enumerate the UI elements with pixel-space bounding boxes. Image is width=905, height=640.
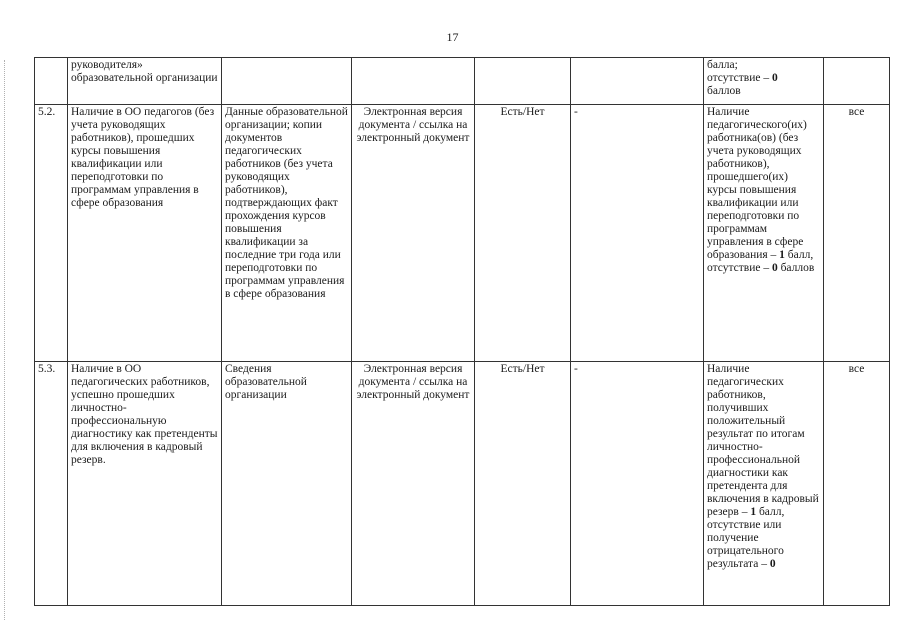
indicator-cell: руководителя» образовательной организации [68, 58, 222, 105]
value-cell [475, 58, 571, 105]
row-number [35, 58, 68, 105]
criteria-bold: 1 [779, 249, 785, 261]
who-cell: все [824, 105, 890, 362]
form-cell [352, 58, 475, 105]
criteria-cell [704, 362, 824, 606]
criteria-tail: баллов [707, 85, 741, 97]
indicator-cell: Наличие в ОО педагогов (без учета руководящих работников), прошедших курсы повышения квалификации или переподготовки по программам управления в сфере образования [68, 105, 222, 362]
source-cell [222, 58, 352, 105]
value-cell: Есть/Нет [475, 362, 571, 606]
dash-cell: - [571, 105, 704, 362]
table-row [35, 105, 890, 362]
criteria-table [34, 57, 890, 606]
indicator-cell: Наличие в ОО педагогических работников, успешно прошедших личностно-профессиональную диагностику как претенденты для включения в кадровый резерв. [68, 362, 222, 606]
criteria-bold-2: 0 [769, 558, 776, 570]
criteria-tail: балл, отсутствие – [707, 249, 814, 274]
row-number: 5.3. [35, 362, 68, 606]
dash-cell [571, 58, 704, 105]
form-cell: Электронная версия документа / ссылка на электронный документ [352, 105, 475, 362]
source-cell: Данные образовательной организации; копии документов педагогических работников (без учета руководящих работников), подтверждающих факт прохождения курсов повышения квалификации за последние три года или переподготовки по программам управления в сфере образования [222, 105, 352, 362]
table-row [35, 58, 890, 105]
criteria-cell [704, 105, 824, 362]
criteria-bold-2: 0 [771, 262, 778, 274]
table-row [35, 362, 890, 606]
source-cell: Сведения образовательной организации [222, 362, 352, 606]
criteria-text: Наличие педагогических работников, получивших положительный результат по итогам личностно-профессиональной диагностики как претендента для включения в кадровый резерв – [707, 363, 819, 518]
form-cell: Электронная версия документа / ссылка на электронный документ [352, 362, 475, 606]
criteria-tail: балл, отсутствие или получение отрицательного результата – [707, 506, 785, 570]
left-margin-dots [4, 60, 7, 620]
criteria-text: Наличие педагогического(их) работника(ов) (без учета руководящих работников), прошедшего(их) курсы повышения квалификации или переподготовки по программам управления в сфере образования – [707, 106, 807, 261]
criteria-bold: 0 [771, 72, 778, 84]
criteria-line: балла; [707, 59, 738, 71]
criteria-tail-2: баллов [780, 262, 815, 274]
value-cell: Есть/Нет [475, 105, 571, 362]
criteria-bold: 1 [750, 506, 757, 518]
page-number: 17 [446, 30, 459, 44]
who-cell: все [824, 362, 890, 606]
dash-cell: - [571, 362, 704, 606]
who-cell [824, 58, 890, 105]
criteria-cell [704, 58, 824, 105]
row-number: 5.2. [35, 105, 68, 362]
criteria-text: отсутствие – [707, 72, 772, 84]
